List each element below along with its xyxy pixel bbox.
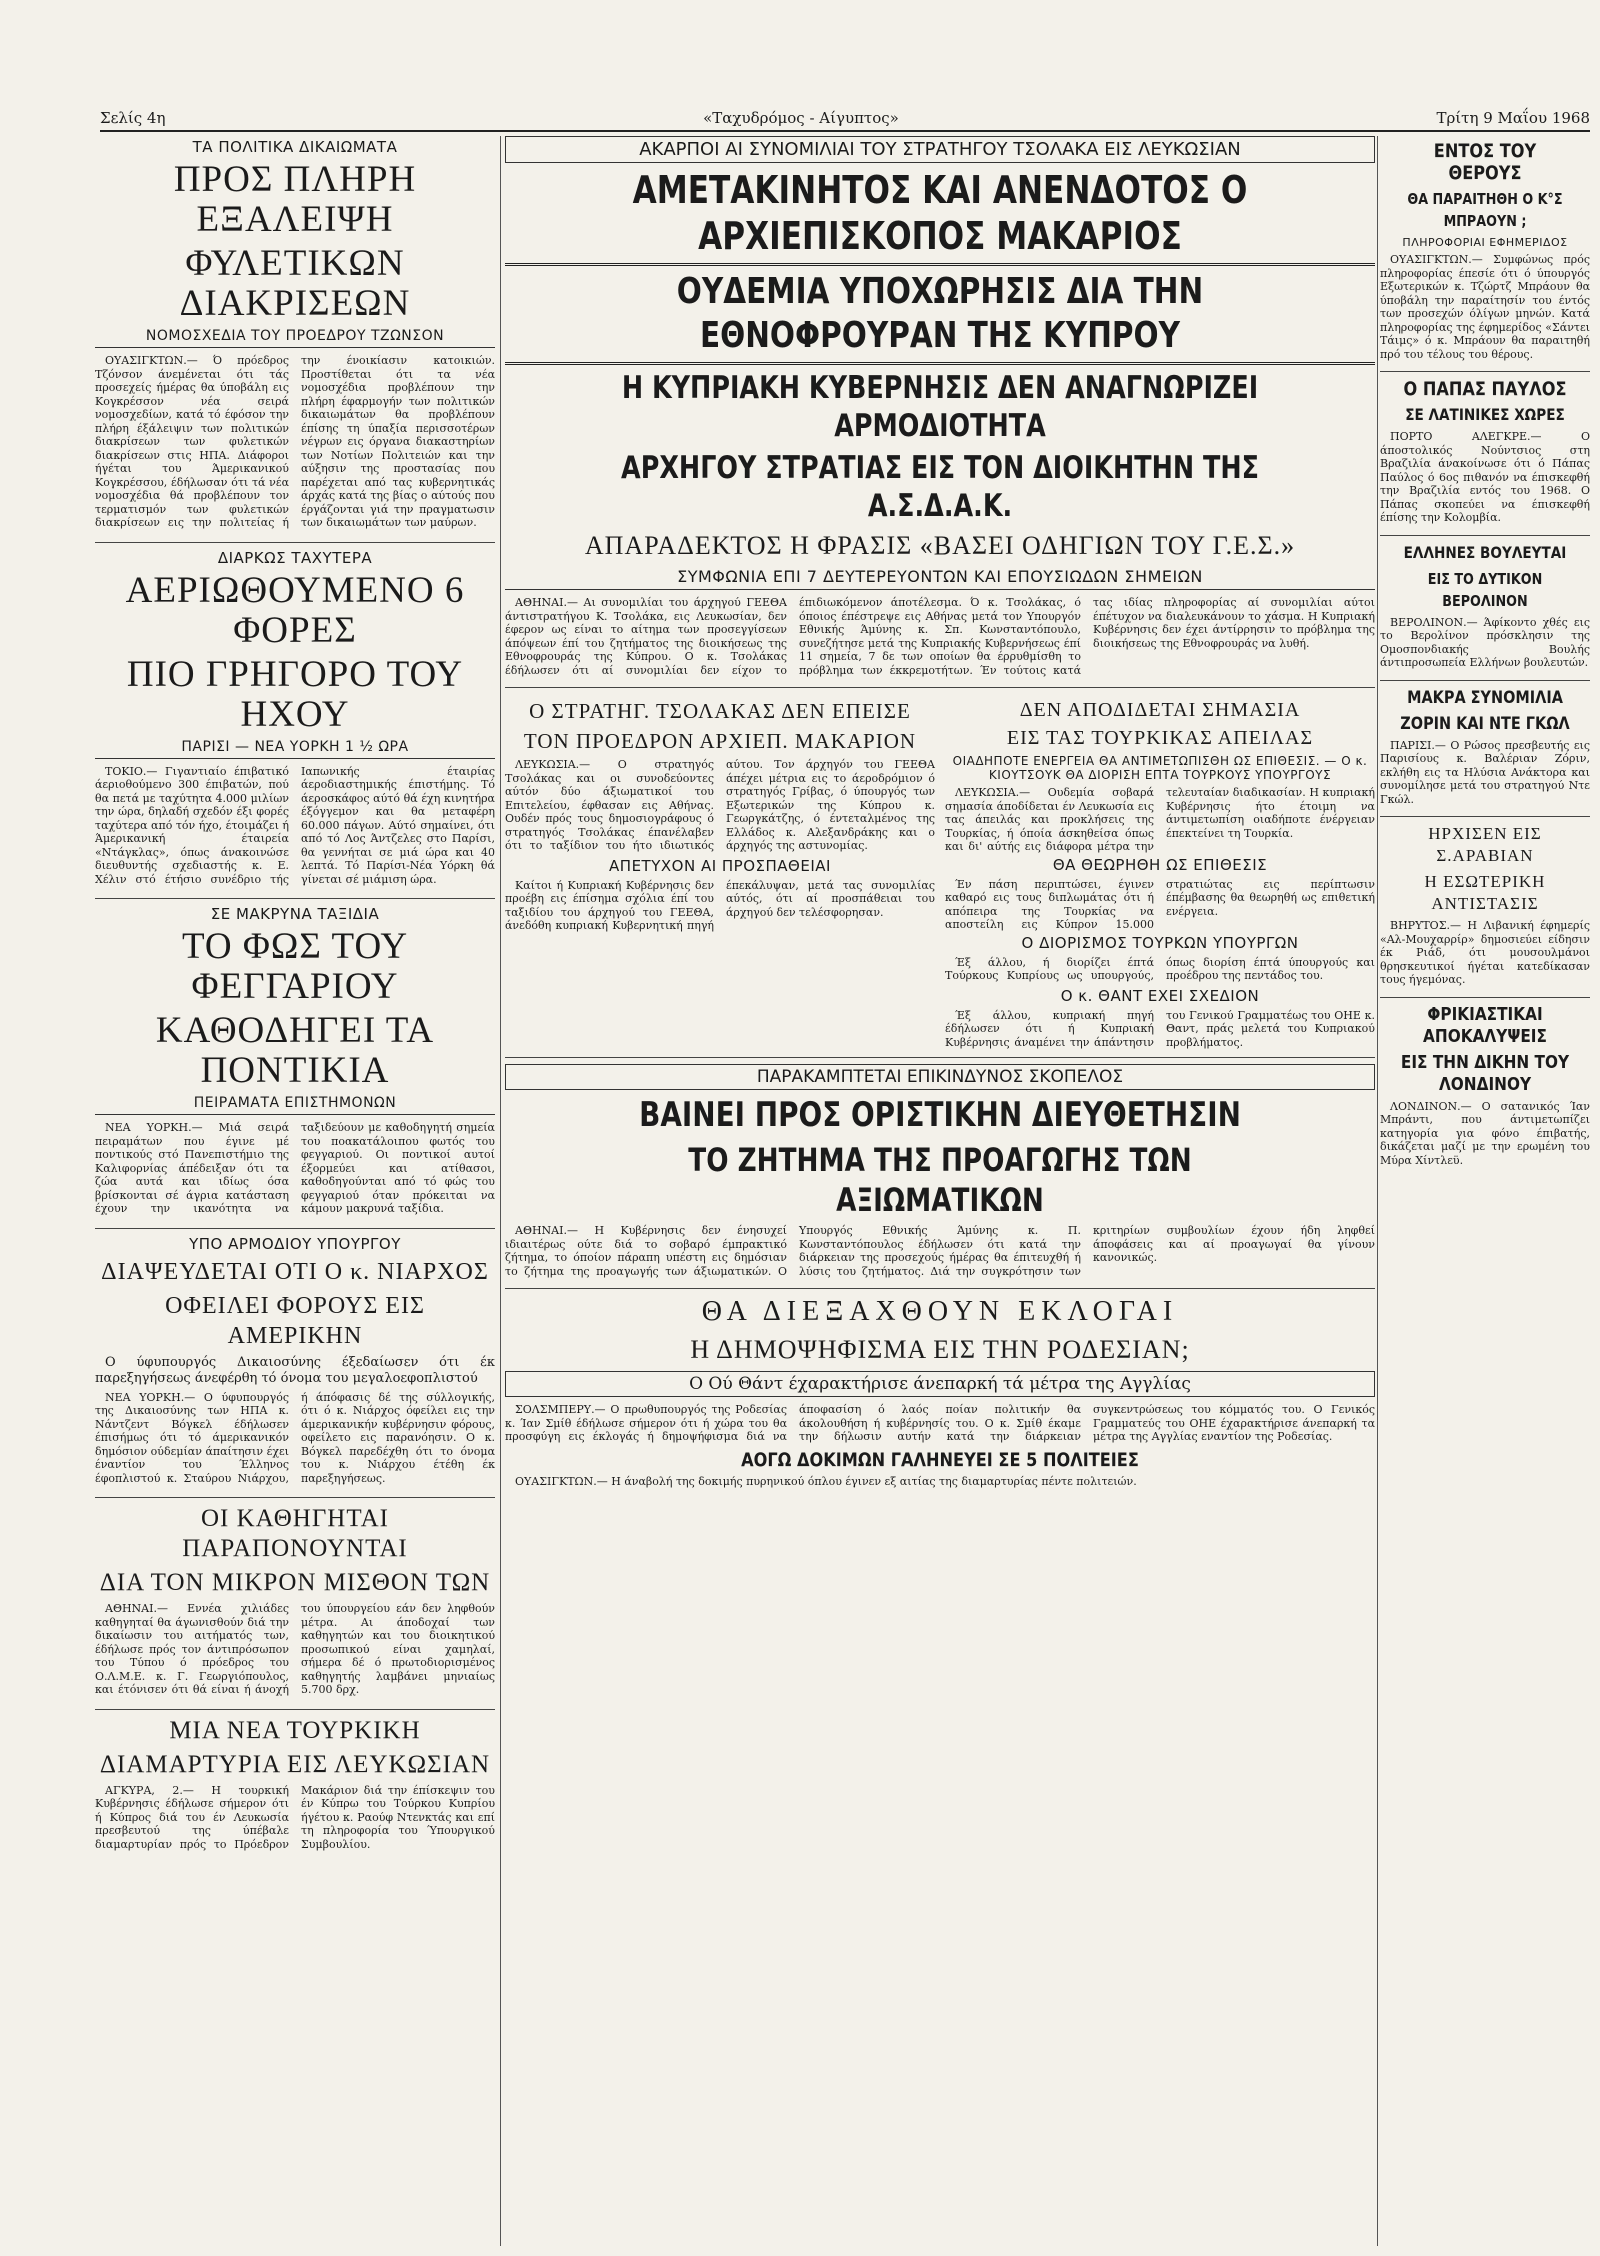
headline: ΔΙΑΨΕΥΔΕΤΑΙ ΟΤΙ Ο κ. ΝΙΑΡΧΟΣ <box>101 1258 489 1285</box>
article-brown <box>1380 140 1590 361</box>
kicker: ΑΚΑΡΠΟΙ ΑΙ ΣΥΝΟΜΙΛΙΑΙ ΤΟΥ ΣΤΡΑΤΗΓΟΥ ΤΣΟΛΑΚΑ ΕΙΣ ΛΕΥΚΩΣΙΑΝ <box>505 136 1375 163</box>
article-body: ΟΥΑΣΙΓΚΤΩΝ.— Η άναβολή της δοκιμής πυρηνικού όπλου έγινεν εξ αιτίας της διαμαρτυρίας πέντε πολιτειών. <box>515 1474 1137 1488</box>
article-civil-rights <box>95 138 495 532</box>
article-body: ΣΟΛΣΜΠΕΡΥ.— Ο πρωθυπουργός της Ροδεσίας κ. Ίαν Σμίθ έδήλωσε σήμερον ότι ή χώρα του θα προσφύγη εις έκλογάς ή δημοψήφισμα διά να άποφασίση ό λαός ποίαν πολιτικήν θα άκολουθήση ή κυβέρνησίς του. Ο κ. Σμίθ έκαμε την δήλωσιν αυτήν κατά την διάρκειαν συγκεντρώσεως του κόμματός του. Ο Γενικός Γραμματεύς του ΟΗΕ έχαρακτήρισε άνεπαρκή τα μέτρα της Αγγλίας εναντίον της Ροδεσίας. <box>505 1403 1375 1443</box>
subheadline: ΠΑΡΙΣΙ — ΝΕΑ ΥΟΡΚΗ 1 ½ ΩΡΑ <box>95 739 495 759</box>
subheadline: Ο Ού Θάντ έχαρακτήρισε άνεπαρκή τά μέτρα της Αγγλίας <box>505 1371 1375 1397</box>
subheading: ΑΟΓΩ ΔΟΚΙΜΩΝ ΓΑΛΗΝΕΥΕΙ ΣΕ 5 ΠΟΛΙΤΕΙΕΣ <box>741 1448 1139 1471</box>
article-london-trial <box>1380 1004 1590 1168</box>
headline: Ο ΠΑΠΑΣ ΠΑΥΛΟΣ <box>1403 378 1567 400</box>
headline: ΠΡΟΣ ΠΛΗΡΗ ΕΞΑΛΕΙΨΗ <box>173 159 417 240</box>
kicker: ΣΕ ΜΑΚΡΥΝΑ ΤΑΞΙΔΙΑ <box>210 905 380 923</box>
article-niarchos <box>95 1235 495 1488</box>
kicker: ΤΑ ΠΟΛΙΤΙΚΑ ΔΙΚΑΙΩΜΑΤΑ <box>192 138 398 156</box>
subheadline: ΠΕΙΡΑΜΑΤΑ ΕΠΙΣΤΗΜΟΝΩΝ <box>95 1095 495 1115</box>
article-teachers <box>95 1504 495 1699</box>
headline: ΤΟΝ ΠΡΟΕΔΡΟΝ ΑΡΧΙΕΠ. ΜΑΚΑΡΙΟΝ <box>523 729 917 753</box>
article-body: ΝΕΑ ΥΟΡΚΗ.— Μιά σειρά πειραμάτων που έγινε μέ ποντικούς στό Πανεπιστήμιο της Καλιφορνίας άπέδειξαν ότι τα ζώα αυτά και ιδίως όσα βρίσκονται σέ άγρια κατάσταση έχουν την ικανότητα να ταξιδεύουν με καθοδηγητή σημεία του ποακατάλοιπου φωτός του φεγγαριού. Οι ποντικοί αυτοί έξορμεύει και ατίθασοι, καθοδηγούνται από τό φώς του φεγγαριού όταν πρόκειται να κάμουν μακρυνά ταξίδια. <box>95 1121 495 1215</box>
article-officers-promotion <box>505 1064 1375 1278</box>
column-rule <box>500 136 501 2246</box>
article-body: ΛΕΥΚΩΣΙΑ.— Ο στρατηγός Τσολάκας και οι συνοδεύοντες αύτόν δύο άξιωματικοί του Επιτελείου, έφθασαν εις Αθήνας. Ουδέν πρός τους δημοσιογράφους ό στρατηγός Τσολάκας έπανέλαβεν ότι το ταξίδιον του ήτο ιδιωτικός αύτου. Τον άρχηγόν του ΓΕΕΘΑ άπέχει μέτρια εις το άεροδρόμιον ό στρατηγός Γρίβας, ό ύπουργός των Εξωτερικών της Κύπρου κ. Γεωργκάτζης, ό έντεταλμένος της Ελλάδος κ. Αλεξανδράκης και ο άρχηγός της αστυνομίας. <box>505 758 935 852</box>
kicker: ΠΑΡΑΚΑΜΠΤΕΤΑΙ ΕΠΙΚΙΝΔΥΝΟΣ ΣΚΟΠΕΛΟΣ <box>505 1064 1375 1090</box>
headline: ΦΥΛΕΤΙΚΩΝ ΔΙΑΚΡΙΣΕΩΝ <box>179 243 411 324</box>
article-saudi-resistance <box>1380 823 1590 987</box>
article-body: ΒΕΡΟΛΙΝΟΝ.— Άφίκοντο χθές εις το Βερολίνον πρόσκλησιν της Ομοσπονδιακής Βουλής άντιπροσωπεία Ελλήνων βουλευτών. <box>1380 615 1590 669</box>
headline: ΗΡΧΙΣΕΝ ΕΙΣ Σ.ΑΡΑΒΙΑΝ <box>1428 824 1542 865</box>
subheading: ΘΑ ΘΕΩΡΗΘΗ ΩΣ ΕΠΙΘΕΣΙΣ <box>1052 855 1268 874</box>
right-column <box>1380 136 1590 2246</box>
headline: ΟΥΔΕΜΙΑ ΥΠΟΧΩΡΗΣΙΣ ΔΙΑ ΤΗΝ ΕΘΝΟΦΡΟΥΡΑΝ ΤΗΣ ΚΥΠΡΟΥ <box>676 271 1204 356</box>
article-body: Έν πάση περιπτώσει, έγινεν καθαρό εις τους διπλωμάτας ότι ή απόπειρα της Τουρκίας να αποστείλη εις Κύπρον 15.000 στρατιώτας εις περίπτωσιν έπέμβασης θα θεωρηθή ως επιθετική ενέργεια. <box>945 877 1375 931</box>
article-body: ΛΟΝΔΙΝΟΝ.— Ο σατανικός Ίαν Μπράντι, που άντιμετωπίζει κατηγορία για φόνο έπιβατής, δικάζεται μαζί με την ερωμένη του Μύρα Χίντλεϋ. <box>1380 1099 1590 1167</box>
article-body: ΑΓΚΥΡΑ, 2.— Η τουρκική Κυβέρνησις έδήλωσε σήμερον ότι ή Κύπρος διά του έν Λευκωσία πρεσβευτού της ύπέβαλε διαμαρτυρίαν πρός το Πρόεδρον Μακάριον διά την έπίσκεψιν του έν Κύπρω του Τούρκου Κυπρίου ήγέτου κ. Ραούφ Ντενκτάς και επί τη πληροφορία του Ύπουργικού Συμβουλίου. <box>95 1783 495 1851</box>
subheading: Ο κ. ΘΑΝΤ ΕΧΕΙ ΣΧΕΔΙΟΝ <box>1060 986 1260 1005</box>
headline: ΕΙΣ ΤΑΣ ΤΟΥΡΚΙΚΑΣ ΑΠΕΙΛΑΣ <box>1006 727 1314 749</box>
headline: ΕΝΤΟΣ ΤΟΥ ΘΕΡΟΥΣ <box>1433 140 1537 184</box>
headline: ΚΑΘΟΔΗΓΕΙ ΤΑ ΠΟΝΤΙΚΙΑ <box>155 1010 435 1091</box>
column-rule <box>1377 136 1378 2246</box>
headline: ΠΙΟ ΓΡΗΓΟΡΟ ΤΟΥ ΗΧΟΥ <box>126 653 464 735</box>
article-body: ΛΕΥΚΩΣΙΑ.— Ουδεμία σοβαρά σημασία άποδίδεται έν Λευκωσία εις τας άπειλάς και προκλήσεις της Τουρκίας, ή όποία άσκηθείσα όπως και δι' αύτής εις διάφορα μέτρα την τελευταίαν διαδικασίαν. Η κυπριακή Κυβέρνησις ήτο έτοιμη να άντιμετωπίση οιαδήποτε ένέργειαν έπεκτείνει τη Τουρκία. <box>945 786 1375 853</box>
headline: ΦΡΙΚΙΑΣΤΙΚΑΙ ΑΠΟΚΑΛΥΨΕΙΣ <box>1423 1003 1547 1047</box>
article-body: ΝΕΑ ΥΟΡΚΗ.— Ο ύφυπουργός της Δικαιοσύνης των ΗΠΑ κ. Νάντζεντ Βόγκελ έδήλωσεν έπισήμως ότι τό άμερικανικόν δημόσιον ούδεμίαν άπαίτησιν έχει έναντίον του Έλληνος έφοπλιστού κ. Σταύρου Νιάρχου, ή άπόφασις δέ της σύλλογικής, ότι ό κ. Νιάρχος όφείλει εις την άμερικανικήν κυβέρνησιν φόρους, οφείλετο εις παρανόησιν. Ο κ. Βόγκελ παρεδέχθη ότι το όνομα του κ. Νιάρχου έτέθη έκ παρεξηγήσεως. <box>95 1390 495 1485</box>
kicker: ΔΙΑΡΚΩΣ ΤΑΧΥΤΕΡΑ <box>217 548 373 567</box>
article-body: ΟΥΑΣΙΓΚΤΩΝ.— Συμφώνως πρός πληροφορίας έπεσίε ότι ό ύπουργός Εξωτερικών κ. Τζώρτζ Μπράουν θα ύποβάλη την παραίτησίν του έντός των προσεχών όλίγων μηνών. Κατά πληροφορίας της έφημερίδος «Σάντει Τάιμς» ό κ. Μπράουν θα παραιτηθή πρό του τέλους του θέρους. <box>1380 253 1590 361</box>
article-body: ΑΘΗΝΑΙ.— Αι συνομιλίαι του άρχηγού ΓΕΕΘΑ άντιστρατήγου Κ. Τσολάκα, εις Λευκωσίαν, δεν έφερον ως είναι το αίτημα των προσεγγίσεων άπόψεων έπί του ζητήματος της διοικήσεως της Εθνοφρουράς της Κύπρου. Ο κ. Τσολάκας έδήλωσεν ότι αί συνομιλίαι δεν είχον το έπιδιωκόμενον άποτέλεσμα. Ό κ. Τσολάκας, ό όποιος έπέστρεψε εις Αθήνας μετά τον Υπουργόν Εθνικής Άμύνης κ. Σπ. Κωνσταντόπουλο, συνεζήτησε μετά της Κυπριακής Κυβερνήσεως έπί 11 σημεία, 7 δε των οποίων θα έρρυθμίσθη το πρόβλημα των έκκρεμοτήτων. Έν τούτοις κατά τας ιδίας πληροφορίας αί συνομιλίαι αύτοι έπέτυχον να διαλευκάνουν το χάσμα. Η Κυπριακή Κυβέρνησις δεν έχει άντίρρησιν το πρόβλημα της διοικήσεως της Εθνοφρουράς να λυθή. <box>505 596 1375 677</box>
headline: ΜΑΚΡΑ ΣΥΝΟΜΙΛΙΑ <box>1407 687 1563 708</box>
lead-paragraph: Ο ύφυπουργός Δικαιοσύνης έξεδαίωσεν ότι έκ παρεξηγήσεως άνεφέρθη τό όνομα του μεγαλοεφοπλιστού <box>95 1354 495 1386</box>
headline: ΣΕ ΛΑΤΙΝΙΚΕΣ ΧΩΡΕΣ <box>1405 405 1565 424</box>
headline: ΕΙΣ ΤΟ ΔΥΤΙΚΟΝ ΒΕΡΟΛΙΝΟΝ <box>1427 569 1543 610</box>
article-body: ΤΟΚΙΟ.— Γιγαντιαίο έπιβατικό άεριοθούμενο 300 έπιβατών, πού θα πετά με ταχύτητα 4.000 μιλίων την ώρα, δηλαδή σχεδόν έξι φορές ταχύτερα από τόν ήχο, έτοιμάζει ή Άμερικανική έταιρεία «Ντάγκλας», όπως άνακοινώσε διευθυντής σχεδιαστής κ. Ε. Χέλιν στό έτήσιο συνέδριο τής Ιαπωνικής έταιρίας άεροδιαστημικής έπιστήμης. Τό άεροσκάφος αύτό θά έχη κινητήρα έξόγγεμον και θα μεταφέρη 60.000 πάγων. Αύτό σημαίνει, ότι από τό Λος Άντζελες στο Παρίσι, θα γεννήται σε μιά ώρα και 40 λεπτά. Τό Παρίσι-Νέα Υόρκη θά γίνεται σέ μιάμιση ώρα. <box>95 764 495 886</box>
left-column <box>95 136 495 2246</box>
subheadline: ΝΟΜΟΣΧΕΔΙΑ ΤΟΥ ΠΡΟΕΔΡΟΥ ΤΖΩΝΣΟΝ <box>95 328 495 348</box>
headline: ΤΟ ΦΩΣ ΤΟΥ ΦΕΓΓΑΡΙΟΥ <box>181 926 409 1007</box>
article-tsolakas <box>505 694 935 1051</box>
subheading: ΑΠΕΤΥΧΟΝ ΑΙ ΠΡΟΣΠΑΘΕΙΑΙ <box>609 856 831 875</box>
headline: ΑΠΑΡΑΔΕΚΤΟΣ Η ΦΡΑΣΙΣ «ΒΑΣΕΙ ΟΔΗΓΙΩΝ ΤΟΥ Γ.Ε.Σ.» <box>584 531 1296 560</box>
article-body: ΠΑΡΙΣΙ.— Ο Ρώσος πρεσβευτής εις Παρισίους κ. Βαλέριαν Ζόριν, εκλήθη εις τα Ηλύσια Ανάκτορα και συνομίλησε μετά του στρατηγού Ντε Γκώλ. <box>1380 738 1590 806</box>
subheadline: ΠΛΗΡΟΦΟΡΙΑΙ ΕΦΗΜΕΡΙΔΟΣ <box>1402 236 1568 249</box>
article-body: ΟΥΑΣΙΓΚΤΩΝ.— Ό πρόεδρος Τζόνσον άνεμένεται ότι τάς προσεχείς ήμέρας θα ύποβάλη εις Κογκρέσσον νέα σειρά νομοσχεδίων, κατά τό έφόσον την πλήρη έξάλειψιν των πολιτικών διακρίσεων των φυλετικών διακρίσεων στις ΗΠΑ. Διάφοροι ήγέται του Άμερικανικού Κογκρέσσου, έδήλωσαν ότι τά νέα νομοσχέδια θά προβλέπουν τον τερματισμόν των φυλετικών διακρίσεων εις την πολιτείας ή την ένοικίασιν κατοικιών. Προστίθεται ότι τα νέα νομοσχέδια προβλέπουν την πλήρη έφαρμογήν των πολιτικών δικαιωμάτων θα προβλέπουν έπίσης τη ύπαξία περισσοτέρων νέγρων εις όργανα διακαστηρίων των Νοτίων Πολιτειών και την αύξησιν της προστασίας που παρέχεται από τας κυβερνητικάς άρχάς κατά της βίας ο αύτούς που έργάζονται γιά την πραγματωσιν των δικαιωμάτων των μαύρων. <box>95 354 495 529</box>
headline: ΕΛΛΗΝΕΣ ΒΟΥΛΕΥΤΑΙ <box>1403 542 1567 562</box>
article-moonlight-mice <box>95 905 495 1218</box>
middle-articles <box>505 694 1375 1051</box>
article-makarios-lead <box>505 136 1375 677</box>
headline: ΔΙΑ ΤΟΝ ΜΙΚΡΟΝ ΜΙΣΘΟΝ ΤΩΝ <box>99 1569 491 1596</box>
headline: ΑΜΕΤΑΚΙΝΗΤΟΣ ΚΑΙ ΑΝΕΝΔΟΤΟΣ Ο ΑΡΧΙΕΠΙΣΚΟΠΟΣ ΜΑΚΑΡΙΟΣ <box>632 168 1248 258</box>
center-column <box>505 136 1375 2246</box>
article-rhodesia <box>505 1295 1375 1488</box>
article-body: ΒΗΡΥΤΟΣ.— Η Λιβανική έφημερίς «Αλ-Μουχαρρίρ» δημοσιεύει είδησιν έκ Ριάδ, ότι μουσουλμάνοι θρησκευτικοί ήγέται κατεδίκασαν τους ήγεμόνας. <box>1380 919 1590 986</box>
subheadline: ΟΙΑΔΗΠΟΤΕ ΕΝΕΡΓΕΙΑ ΘΑ ΑΝΤΙΜΕΤΩΠΙΣΘΗ ΩΣ ΕΠΙΘΕΣΙΣ. — Ο κ. ΚΙΟΥΤΣΟΥΚ ΘΑ ΔΙΟΡΙΣΗ ΕΠΤΑ ΤΟΥΡΚΟΥΣ ΥΠΟΥΡΓΟΥΣ <box>952 754 1368 782</box>
article-body: Καίτοι ή Κυπριακή Κυβέρνησις δεν προέβη εις έπίσημα σχόλια έπί του ταξιδίου του άρχηγού του ΓΕΕΘΑ, άνεδόθη κυπριακή Κυβερνητική πηγή έπεκάλυψαν, μετά τας συνομιλίας αύτός, ότι αί προσπάθειαι του άρχηγού δεν τελέσφορησαν. <box>505 878 935 932</box>
headline: ΒΑΙΝΕΙ ΠΡΟΣ ΟΡΙΣΤΙΚΗΝ ΔΙΕΥΘΕΤΗΣΙΝ <box>639 1095 1241 1135</box>
headline: ΘΑ ΠΑΡΑΙΤΗΘΗ Ο Κ°Σ ΜΠΡΑΟΥΝ ; <box>1407 190 1563 230</box>
article-mps-berlin <box>1380 542 1590 670</box>
headline: Η ΔΗΜΟΨΗΦΙΣΜΑ ΕΙΣ ΤΗΝ ΡΟΔΕΣΙΑΝ; <box>690 1335 1190 1364</box>
article-body: ΠΟΡΤΟ ΑΛΕΓΚΡΕ.— Ο άποστολικός Νούντσιος στη Βραζιλία άνακοίνωσε ότι ό Πάπας Παύλος ό 6ος πιθανόν να έπισκεφθή την Βραζιλία εντός του 1968. Ο Πάπας σκοπεύει να έπισκεφθή έπίσης την Κολομβία. <box>1380 430 1590 524</box>
kicker: ΥΠΟ ΑΡΜΟΔΙΟΥ ΥΠΟΥΡΓΟΥ <box>189 1234 401 1253</box>
article-body: ΑΘΗΝΑΙ.— Εννέα χιλιάδες καθηγηταί θα άγωνισθούν διά την δικαίωσιν του αιτήματός των, έδήλωσε πρός τον άντιπρόσωπον του Τύπου ό πρόεδρος του Ο.Λ.Μ.Ε. κ. Γ. Γεωργιόπουλος, και έτόνισεν ότι θά είναι ή άνοχή του ύπουργείου εάν δεν ληφθούν μέτρα. Αι άποδοχαί των καθηγητών και του διοικητικού προσωπικού είναι χαμηλαί, σήμερα δέ ό πρωτοδιορισμένος καθηγητής λαμβάνει μηνιαίως 5.700 δρχ. <box>95 1602 495 1696</box>
article-supersonic-jet <box>95 549 495 889</box>
headline: ΟΙ ΚΑΘΗΓΗΤΑΙ ΠΑΡΑΠΟΝΟΥΝΤΑΙ <box>182 1505 408 1562</box>
headline: Η ΕΣΩΤΕΡΙΚΗ ΑΝΤΙΣΤΑΣΙΣ <box>1424 872 1546 913</box>
subheading: Ο ΔΙΟΡΙΣΜΟΣ ΤΟΥΡΚΩΝ ΥΠΟΥΡΓΩΝ <box>1021 933 1299 952</box>
article-body: ΑΘΗΝΑΙ.— Η Κυβέρνησις δεν ένησυχεί ιδιαιτέρως ούτε διά το σοβαρό έμπρακτικό ζήτημα, το όποίον πάραπη υπέστη εις δημόσιαν το ζήτημα της προαγωγής των άξιωματικών. Ο Υπουργός Εθνικής Άμύνης κ. Π. Κωνσταντόπουλος έδήλωσεν ότι κατά την διάρκειαν της προσεχούς ήμέρας θα έπιτευχθή ή λύσις του ζητήματος. Διά την συγκρότησιν των κριτηρίων συμβουλίων έχουν ήδη ληφθεί άποφάσεις και αί προαγωγαί θα γίνουν κανονικώς. <box>505 1224 1375 1278</box>
headline: ΑΡΧΗΓΟΥ ΣΤΡΑΤΙΑΣ ΕΙΣ ΤΟΝ ΔΙΟΙΚΗΤΗΝ ΤΗΣ Α.Σ.Δ.Α.Κ. <box>621 450 1259 524</box>
headline: ΘΑ ΔΙΕΞΑΧΘΟΥΝ ΕΚΛΟΓΑΙ <box>701 1296 1179 1327</box>
article-turkish-threats <box>945 694 1375 1051</box>
headline: ΑΕΡΙΩΘΟΥΜΕΝΟ 6 ΦΟΡΕΣ <box>125 569 465 651</box>
headline: ΜΙΑ ΝΕΑ ΤΟΥΡΚΙΚΗ <box>169 1716 421 1744</box>
article-body: Έξ άλλου, κυπριακή πηγή έδήλωσεν ότι ή Κυπριακή Κυβέρνησις άναμένει την άπάντησιν του Γενικού Γραμματέως του ΟΗΕ κ. Θαντ, πράς μελετά του Κυπριακού προβλήματος. <box>945 1008 1375 1049</box>
headline: ΔΙΑΜΑΡΤΥΡΙΑ ΕΙΣ ΛΕΥΚΩΣΙΑΝ <box>99 1750 491 1778</box>
subheadline: ΣΥΜΦΩΝΙΑ ΕΠΙ 7 ΔΕΥΤΕΡΕΥΟΝΤΩΝ ΚΑΙ ΕΠΟΥΣΙΩΔΩΝ ΣΗΜΕΙΩΝ <box>505 567 1375 590</box>
headline: Ο ΣΤΡΑΤΗΓ. ΤΣΟΛΑΚΑΣ ΔΕΝ ΕΠΕΙΣΕ <box>529 699 911 723</box>
article-pope <box>1380 378 1590 525</box>
article-turkish-protest <box>95 1716 495 1854</box>
headline: ΖΟΡΙΝ ΚΑΙ ΝΤΕ ΓΚΩΛ <box>1400 713 1570 734</box>
headline: ΕΙΣ ΤΗΝ ΔΙΚΗΝ ΤΟΥ ΛΟΝΔΙΝΟΥ <box>1400 1051 1570 1095</box>
issue-date: Τρίτη 9 Μαΐου 1968 <box>1436 109 1590 127</box>
article-body: Έξ άλλου, ή διορίζει έπτά Τούρκους Κυπρίους ως υπουργούς, όπως διορίση έπτά ύπουργούς και προέδρου της πεντάδος του. <box>945 955 1375 982</box>
page-header <box>100 106 1590 132</box>
paper-name: «Ταχυδρόμος - Αίγυπτος» <box>703 109 899 127</box>
page-number: Σελίς 4η <box>100 109 166 127</box>
headline: ΔΕΝ ΑΠΟΔΙΔΕΤΑΙ ΣΗΜΑΣΙΑ <box>1019 699 1301 721</box>
headline: ΤΟ ΖΗΤΗΜΑ ΤΗΣ ΠΡΟΑΓΩΓΗΣ ΤΩΝ ΑΞΙΩΜΑΤΙΚΩΝ <box>688 1141 1192 1219</box>
headline: Η ΚΥΠΡΙΑΚΗ ΚΥΒΕΡΝΗΣΙΣ ΔΕΝ ΑΝΑΓΝΩΡΙΖΕΙ ΑΡΜΟΔΙΟΤΗΤΑ <box>621 370 1259 444</box>
headline: ΟΦΕΙΛΕΙ ΦΟΡΟΥΣ ΕΙΣ ΑΜΕΡΙΚΗΝ <box>165 1292 425 1349</box>
article-zorin-degaulle <box>1380 687 1590 807</box>
